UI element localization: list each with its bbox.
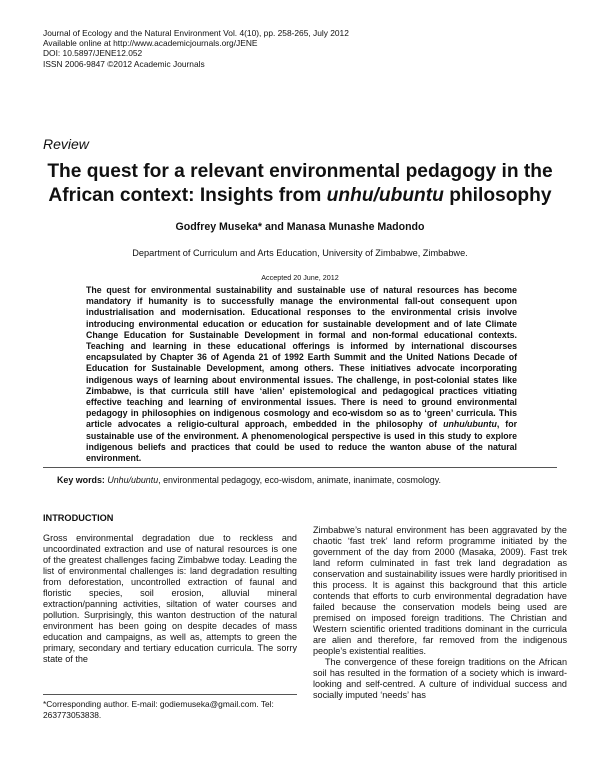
article-type: Review bbox=[43, 136, 89, 152]
keywords-emphasis: Unhu/ubuntu bbox=[107, 475, 159, 485]
section-heading-introduction: INTRODUCTION bbox=[43, 513, 114, 523]
journal-citation: Journal of Ecology and the Natural Environment Vol. 4(10), pp. 258-265, July 2012 bbox=[43, 28, 349, 38]
abstract bbox=[86, 285, 517, 464]
footnote-divider bbox=[43, 694, 297, 695]
abstract-emphasis: unhu/ubuntu bbox=[443, 419, 497, 430]
title-line-2-pre: African context: Insights from bbox=[48, 185, 327, 206]
abstract-text: The quest for environmental sustainability and sustainable use of natural resources has become mandatory if humanity is to successfully manage the environmental fall-out consequent upon industrialisation and modernisation. Educational responses to the environmental crisis involve introducing environmental education or education for sustainable development and of late Climate Change Education for Sustainable Development in formal and non-formal educational contexts. Teaching and learning in these educational offerings is informed by international discourses encapsulated by Chapter 36 of Agenda 21 of 1992 Earth Summit and the United Nations Decade of Education for Sustainable Development, among others. These initiatives advocate incorporating indigenous ways of learning about environmental issues. The challenge, in post-colonial states like Zimbabwe, is that curricula still have ‘alien’ epistemological and pedagogical practices vitiating effective teaching and learning of environmental issues. There is need to ground environmental pedagogy in philosophies on indigenous cosmology and eco-wisdom so as to ‘green’ curricula. This article advocates a religio-cultural approach, embedded in the philosophy of bbox=[86, 285, 517, 430]
journal-issn: ISSN 2006-9847 ©2012 Academic Journals bbox=[43, 58, 205, 69]
accepted-date: Accepted 20 June, 2012 bbox=[261, 273, 339, 282]
journal-url: Available online at http://www.academicjournals.org/JENE bbox=[43, 38, 258, 49]
journal-header bbox=[43, 28, 349, 69]
paragraph: Gross environmental degradation due to reckless and uncoordinated extraction and use of natural resources is one of the greatest challenges facing Zimbabwe today. Leading the list of environmental challenges is: land degradation resulting from deforestation, uncontrolled extraction of faunal and floristic species, soil erosion, alluvial mineral extraction/panning activities, siltation of water courses and pollution. Surprisingly, this wanton destruction of the natural environment has been going on despite decades of mass education and campaigns, as well as, attempts to green the primary, secondary and tertiary education curricula. The sorry state of the bbox=[43, 533, 297, 664]
paper-title bbox=[28, 160, 572, 208]
journal-doi: DOI: 10.5897/JENE12.052 bbox=[43, 48, 143, 59]
abstract-text-end: , for sustainable use of the environment. A phenomenological perspective is used in this study to explore indigenous beliefs and practices that could be used to reduce the wanton abuse of the natural environment. bbox=[86, 419, 518, 464]
body-column-right bbox=[313, 525, 567, 701]
title-emphasis: unhu/ubuntu bbox=[326, 185, 444, 206]
keywords-label: Key words: bbox=[57, 475, 105, 485]
affiliation: Department of Curriculum and Arts Education, University of Zimbabwe, Zimbabwe. bbox=[132, 248, 468, 258]
paragraph: The convergence of these foreign traditions on the African soil has resulted in the formation of a society which is inward-looking and self-centred. A culture of individual success and socially imputed ‘needs’ has bbox=[313, 657, 567, 700]
title-line-2-post: philosophy bbox=[443, 185, 552, 206]
authors: Godfrey Museka* and Manasa Munashe Madondo bbox=[175, 221, 425, 233]
body-column-left bbox=[43, 533, 297, 665]
title-line-2 bbox=[28, 184, 572, 208]
paragraph: Zimbabwe’s natural environment has been aggravated by the chaotic ‘fast trek’ land reform programme initiated by the government of the day from 2000 (Masaka, 2009). Fast trek land reform culminated in fast trek land degradation as conservation and sustainability issues were hardly prioritised in this process. It is against this background that this article contends that efforts to curb environmental degradation have failed because the conservation models being used are premised on imposed foreign traditions. The Christian and Western scientific oriented traditions dominant in the curricula are alien and therefore, far removed from the indigenous people’s existential realities. bbox=[313, 525, 567, 656]
divider bbox=[43, 467, 557, 468]
title-line-1: The quest for a relevant environmental pedagogy in the bbox=[47, 161, 553, 182]
keywords bbox=[57, 475, 557, 485]
footnote: *Corresponding author. E-mail: godiemuseka@gmail.com. Tel: 263773053838. bbox=[43, 699, 274, 720]
keywords-list: , environmental pedagogy, eco-wisdom, animate, inanimate, cosmology. bbox=[158, 475, 441, 485]
